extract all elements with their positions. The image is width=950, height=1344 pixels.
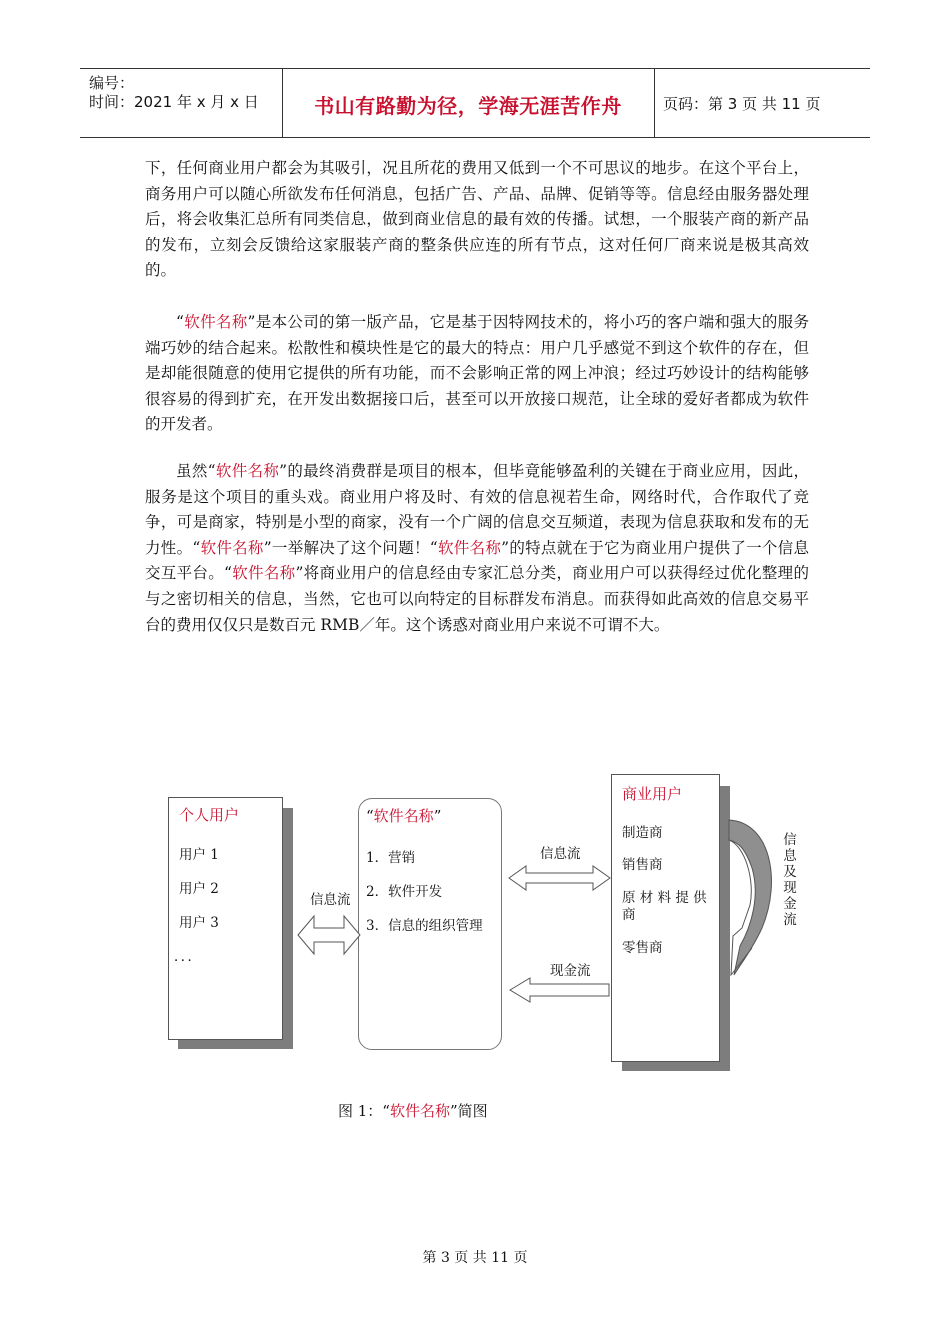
vertical-char: 息 [783, 848, 797, 864]
personal-user-item: 用户 1 [179, 847, 219, 863]
paragraph-3-text-d: ”的特点就在于它为商业用户提供了一个信息交互平台。“ [145, 538, 809, 583]
vertical-char: 现 [783, 880, 797, 896]
vertical-char: 流 [783, 912, 797, 928]
personal-users-title: 个人用户 [179, 806, 240, 824]
vertical-char: 金 [783, 896, 797, 912]
quote-close: ” [433, 807, 442, 825]
business-user-item: 原 材 料 提 供 [622, 890, 707, 906]
double-arrow-icon [298, 916, 360, 954]
paragraph-2-text: ”是本公司的第一版产品，它是基于因特网技术的，将小巧的客户端和强大的服务端巧妙的结合起来。松散性和模块性是它的最大的特点：用户几乎感觉不到这个软件的存在，但是却能很随意的使用它提供的所有功能，而不会影响正常的网上冲浪；经过巧妙设计的结构能够很容易的得到扩充，在开发出数据接口后，甚至可以开放接口规范，让全球的爱好者都成为软件的开发者。 [145, 313, 809, 434]
paragraph-3-text-a: 虽然“ [176, 462, 216, 480]
info-flow-label: 信息流 [310, 892, 351, 908]
curved-arrow-icon [729, 820, 771, 975]
business-user-item: 零售商 [622, 940, 663, 956]
page-number-label: 页码：第 3 页 共 11 页 [663, 95, 821, 113]
serial-label: 编号： [89, 74, 135, 92]
paragraph-3-text-c: ”一举解决了这个问题！“ [263, 538, 438, 557]
caption-prefix: 图 1：“ [338, 1102, 390, 1120]
quote-open: “ [366, 807, 374, 825]
personal-user-item: 用户 2 [179, 881, 219, 897]
software-name-highlight: 软件名称 [231, 564, 296, 583]
paragraph-3-text-e: ”将商业用户的信息经由专家汇总分类，商业用户可以获得经过优化整理的与之密切相关的信息，当然，它也可以向特定的目标群发布消息。而获得如此高效的信息交易平台的费用仅仅只是数百元 RMB／年。这个诱惑对商业用户来说不可谓不大。 [145, 564, 809, 634]
software-function-item: 2．软件开发 [366, 884, 443, 900]
left-arrow-icon [510, 978, 609, 1002]
motto: 书山有路勤为径，学海无涯苦作舟 [314, 94, 622, 118]
caption-suffix: ”简图 [450, 1102, 488, 1120]
paragraph-3-text-b: ”的最终消费群是项目的根本，但毕竟能够盈利的关键在于商业应用，因此，服务是这个项目的重头戏。商业用户将及时、有效的信息视若生命，网络时代，合作取代了竞争，可是商家，特别是小型的商家，没有一个广阔的信息交互频道，表现为信息获取和发布的无力性。“ [145, 462, 809, 557]
quote-open: “ [176, 313, 184, 331]
software-name-highlight: 软件名称 [437, 538, 502, 557]
personal-user-item: 用户 3 [179, 915, 219, 931]
info-flow-label: 信息流 [540, 846, 581, 862]
software-name-highlight: 软件名称 [183, 313, 248, 331]
software-function-item: 3．信息的组织管理 [366, 918, 483, 934]
info-cash-flow-label [782, 832, 798, 928]
software-name-highlight: 软件名称 [389, 1102, 450, 1120]
vertical-char: 及 [783, 864, 797, 880]
business-user-item: 销售商 [622, 857, 663, 873]
software-function-item: 1．营销 [366, 850, 416, 866]
business-users-title: 商业用户 [622, 785, 683, 803]
figure-caption [338, 1100, 488, 1121]
vertical-char: 信 [783, 832, 797, 848]
software-name-highlight: 软件名称 [373, 807, 434, 825]
time-label: 时间：2021 年 x 月 x 日 [89, 93, 259, 111]
cash-flow-label: 现金流 [550, 963, 591, 979]
software-name-highlight: 软件名称 [215, 462, 280, 480]
double-arrow-icon [509, 866, 610, 890]
paragraph-1-text: 下，任何商业用户都会为其吸引，况且所花的费用又低到一个不可思议的地步。在这个平台上，商务用户可以随心所欲发布任何消息，包括广告、产品、品牌、促销等等。信息经由服务器处理后，将会收集汇总所有同类信息，做到商业信息的最有效的传播。试想，一个服装产商的新产品的发布，立刻会反馈给这家服装产商的整条供应连的所有节点，这对任何厂商来说是极其高效的。 [145, 159, 809, 280]
business-user-item: 制造商 [622, 825, 663, 841]
software-name-highlight: 软件名称 [200, 538, 264, 557]
business-user-item: 商 [622, 907, 636, 923]
personal-user-ellipsis: ．．． [174, 949, 201, 965]
page-footer: 第 3 页 共 11 页 [422, 1250, 528, 1266]
